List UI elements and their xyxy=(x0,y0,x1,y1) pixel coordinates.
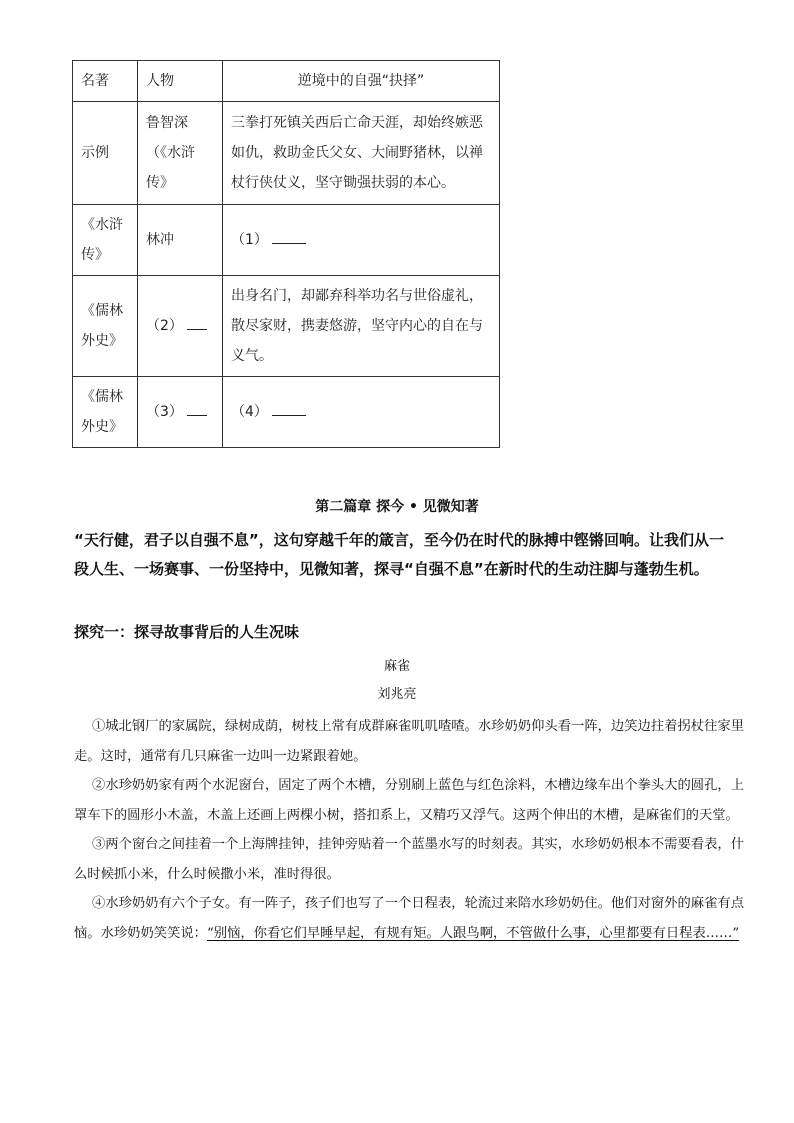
header-work: 名著 xyxy=(73,61,138,102)
cell-content xyxy=(223,377,500,448)
article-author: 刘兆亮 xyxy=(377,687,417,702)
article-paragraph: ③两个窗台之间挂着一个上海牌挂钟，挂钟旁贴着一个蓝墨水写的时刻表。其实，水珍奶奶根本不需要看表，什么时候抓小米，什么时候撒小米，准时得很。 xyxy=(74,837,744,882)
cell-work: 《儒林 外史》 xyxy=(73,377,138,448)
cell-person: 林冲 xyxy=(138,205,223,276)
table-header-row xyxy=(73,61,500,102)
cell-person xyxy=(138,377,223,448)
blank-label: （4） xyxy=(231,404,268,420)
table-row xyxy=(73,205,500,276)
cell-person: 鲁智深 （《水浒 传》 xyxy=(138,102,223,205)
cell-work: 《儒林 外史》 xyxy=(73,276,138,377)
answer-blank[interactable] xyxy=(187,401,207,416)
answer-blank[interactable] xyxy=(272,229,306,244)
table-row xyxy=(73,102,500,205)
blank-label: （2） xyxy=(146,318,183,334)
blank-label: （1） xyxy=(231,232,268,248)
answer-blank[interactable] xyxy=(187,315,207,330)
cell-work: 《水浒 传》 xyxy=(73,205,138,276)
cell-content: 三拳打死镇关西后亡命天涯，却始终嫉恶如仇，救助金氏父女、大闹野猪林，以禅杖行侠仗义，坚守锄强扶弱的本心。 xyxy=(223,102,500,205)
header-choice: 逆境中的自强“抉择” xyxy=(223,61,500,102)
underlined-quote: “别恼，你看它们早睡早起，有规有矩。人跟鸟啊，不管做什么事，心里都要有日程表……” xyxy=(206,925,740,941)
cell-person xyxy=(138,276,223,377)
paragraph-text: ④水珍奶奶有六个子女。有一阵子，孩子们也写了一个日程表，轮流过来陪水珍奶奶住。他们对窗外的麻雀有点恼。水珍奶奶笑笑说： xyxy=(74,896,744,941)
intro-paragraph: “天行健，君子以自强不息”，这句穿越千年的箴言，至今仍在时代的脉搏中铿锵回响。让我们从一段人生、一场赛事、一份坚持中，见微知著，探寻“自强不息”在新时代的生动注脚与蓬勃生机。 xyxy=(74,531,724,578)
table-row xyxy=(73,276,500,377)
article-paragraph: ①城北钢厂的家属院，绿树成荫，树枝上常有成群麻雀叽叽喳喳。水珍奶奶仰头看一阵，边笑边拄着拐杖往家里走。这时，通常有几只麻雀一边叫一边紧跟着她。 xyxy=(74,719,744,764)
works-table xyxy=(72,60,500,448)
chapter-title: 第二篇章 探今 • 见微知著 xyxy=(315,499,479,515)
article-title: 麻雀 xyxy=(383,659,410,674)
article-paragraph xyxy=(74,889,744,948)
cell-work: 示例 xyxy=(73,102,138,205)
article-paragraph: ②水珍奶奶家有两个水泥窗台，固定了两个木槽，分别刷上蓝色与红色涂料，木槽边缘车出个拳头大的圆孔，上罩车下的圆形小木盖，木盖上还画上两棵小树，搭扣系上，又精巧又浮气。这两个伸出的木槽，是麻雀们的天堂。 xyxy=(74,778,744,823)
header-person: 人物 xyxy=(138,61,223,102)
section-title: 探究一：探寻故事背后的人生况味 xyxy=(74,623,300,641)
cell-content xyxy=(223,205,500,276)
cell-content: 出身名门，却鄙弃科举功名与世俗虚礼，散尽家财，携妻悠游，坚守内心的自在与义气。 xyxy=(223,276,500,377)
table-row xyxy=(73,377,500,448)
blank-label: （3） xyxy=(146,404,183,420)
answer-blank[interactable] xyxy=(272,401,306,416)
article-body xyxy=(74,712,744,948)
